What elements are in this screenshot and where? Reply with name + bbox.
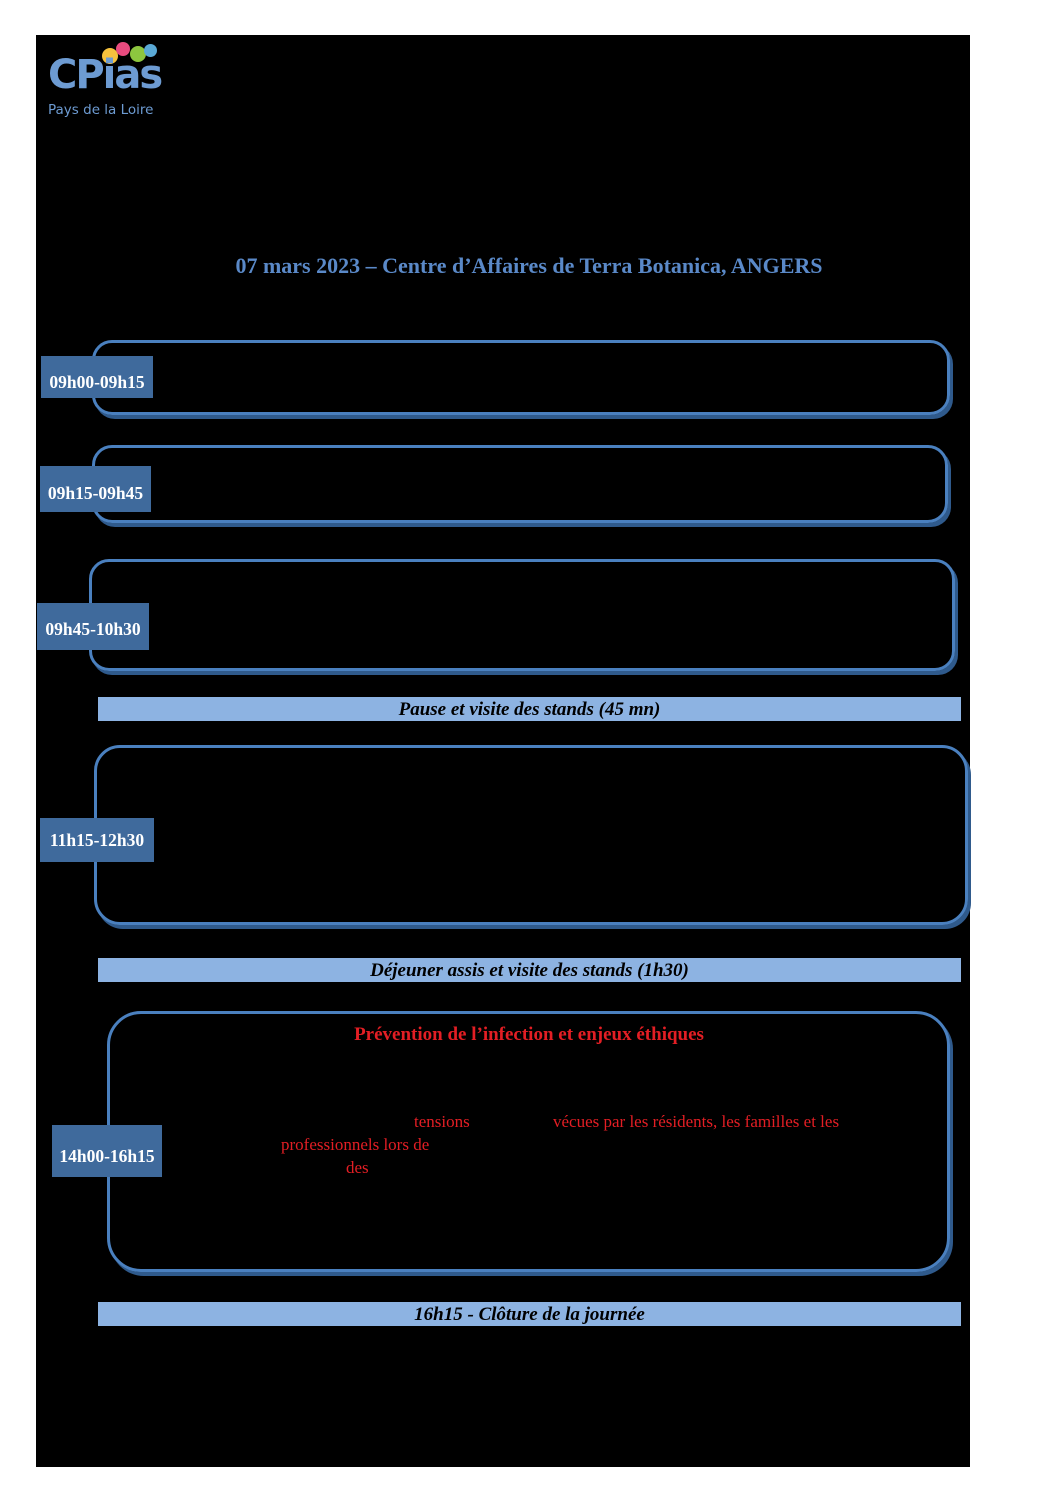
cpias-logo: [46, 42, 171, 124]
session-box: [107, 1011, 950, 1272]
session-box: [92, 340, 950, 415]
session-time-badge: 11h15-12h30: [40, 818, 154, 862]
session-title: Prévention de l’infection et enjeux éthiques: [354, 1024, 704, 1045]
session-time-badge: 09h00-09h15: [41, 356, 153, 398]
session-box: [92, 445, 948, 523]
break-band: Déjeuner assis et visite des stands (1h30): [98, 958, 961, 982]
logo-wordmark: CPias: [48, 52, 162, 98]
session-box: [89, 559, 955, 671]
logo-subtitle: Pays de la Loire: [48, 102, 154, 118]
session-text-fragment: des: [346, 1158, 369, 1177]
session-text-fragment: tensions: [414, 1112, 470, 1131]
break-band: Pause et visite des stands (45 mn): [98, 697, 961, 721]
session-text-fragment: professionnels lors de: [281, 1135, 430, 1154]
event-date-location: 07 mars 2023 – Centre d’Affaires de Terra Botanica, ANGERS: [235, 253, 823, 278]
session-text-fragment: vécues par les résidents, les familles et les: [553, 1112, 840, 1131]
session-box: [94, 745, 968, 925]
break-band: 16h15 - Clôture de la journée: [98, 1302, 961, 1326]
session-time-badge: 09h45-10h30: [37, 603, 149, 650]
session-time-badge: 14h00-16h15: [52, 1125, 162, 1177]
session-time-badge: 09h15-09h45: [40, 466, 151, 512]
